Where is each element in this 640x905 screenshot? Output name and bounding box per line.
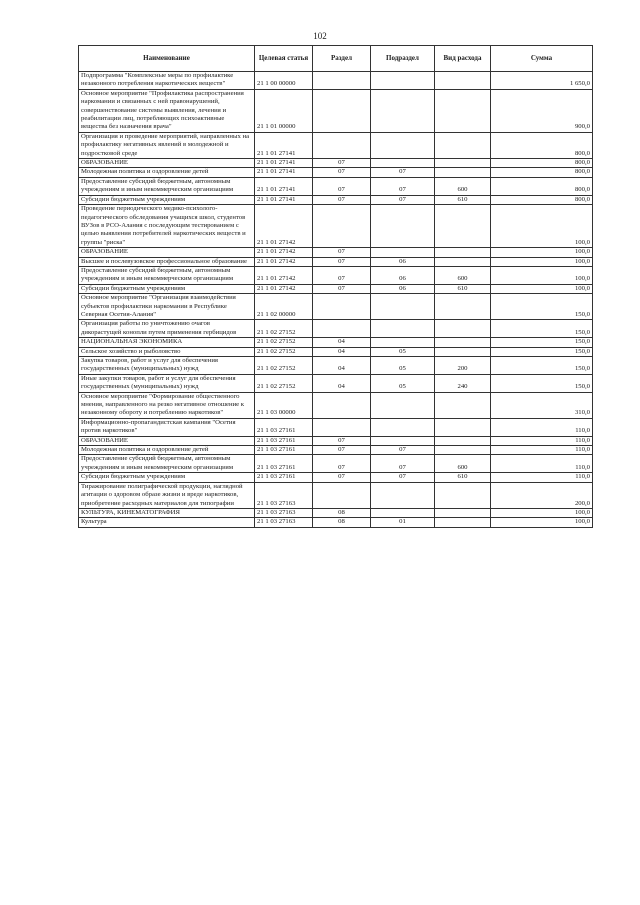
cell-target-code: 21 1 01 27142 xyxy=(255,205,313,248)
cell-subsection: 07 xyxy=(371,455,435,473)
table-row xyxy=(79,177,593,195)
table-row xyxy=(79,159,593,168)
cell-subsection xyxy=(371,89,435,132)
table-row xyxy=(79,508,593,517)
cell-section xyxy=(313,320,371,338)
cell-section xyxy=(313,205,371,248)
cell-target-code: 21 1 01 27141 xyxy=(255,195,313,204)
cell-name: Основное мероприятие "Организация взаимодействия субъектов профилактики наркомании в Республике Северная Осетия-Алания" xyxy=(79,294,255,320)
cell-target-code: 21 1 03 27161 xyxy=(255,473,313,482)
cell-name: Субсидии бюджетным учреждениям xyxy=(79,473,255,482)
cell-subsection: 07 xyxy=(371,195,435,204)
cell-section: 07 xyxy=(313,284,371,293)
header-section: Раздел xyxy=(313,46,371,72)
cell-subsection xyxy=(371,418,435,436)
table-row xyxy=(79,436,593,445)
cell-sum: 150,0 xyxy=(491,347,593,356)
cell-sum: 310,0 xyxy=(491,392,593,418)
cell-name: Высшее и послевузовское профессиональное образование xyxy=(79,257,255,266)
cell-section: 07 xyxy=(313,473,371,482)
table-row xyxy=(79,473,593,482)
cell-expense-type xyxy=(435,392,491,418)
page-number: 102 xyxy=(313,31,327,41)
cell-name: Предоставление субсидий бюджетным, автономным учреждениям и иным некоммерческим организациям xyxy=(79,177,255,195)
header-sum: Сумма xyxy=(491,46,593,72)
cell-name: ОБРАЗОВАНИЕ xyxy=(79,436,255,445)
cell-expense-type xyxy=(435,418,491,436)
header-name: Наименование xyxy=(79,46,255,72)
cell-section: 08 xyxy=(313,518,371,527)
cell-name: Молодежная политика и оздоровление детей xyxy=(79,168,255,177)
cell-subsection xyxy=(371,320,435,338)
table-row xyxy=(79,248,593,257)
cell-section: 07 xyxy=(313,248,371,257)
cell-section: 04 xyxy=(313,347,371,356)
cell-name: Закупка товаров, работ и услуг для обеспечения государственных (муниципальных) нужд xyxy=(79,357,255,375)
table-row xyxy=(79,257,593,266)
cell-subsection: 06 xyxy=(371,284,435,293)
cell-subsection xyxy=(371,159,435,168)
cell-sum: 110,0 xyxy=(491,455,593,473)
cell-name: Подпрограмма "Комплексные меры по профилактике незаконного потребления наркотических веществ" xyxy=(79,72,255,90)
table-row xyxy=(79,392,593,418)
cell-name: ОБРАЗОВАНИЕ xyxy=(79,159,255,168)
cell-sum: 800,0 xyxy=(491,168,593,177)
cell-expense-type xyxy=(435,347,491,356)
cell-subsection: 05 xyxy=(371,357,435,375)
cell-section: 07 xyxy=(313,177,371,195)
cell-subsection xyxy=(371,294,435,320)
cell-expense-type xyxy=(435,518,491,527)
cell-target-code: 21 1 01 27141 xyxy=(255,177,313,195)
cell-sum: 1 650,0 xyxy=(491,72,593,90)
cell-name: НАЦИОНАЛЬНАЯ ЭКОНОМИКА xyxy=(79,338,255,347)
cell-section: 07 xyxy=(313,455,371,473)
cell-subsection: 07 xyxy=(371,168,435,177)
cell-sum: 900,0 xyxy=(491,89,593,132)
cell-sum: 100,0 xyxy=(491,518,593,527)
cell-section xyxy=(313,418,371,436)
cell-sum: 800,0 xyxy=(491,195,593,204)
cell-name: Проведение периодического медико-психолого-педагогического обследования учащихся школ, студентов ВУЗов в РСО-Алания с последующим тестированием с целью выявления потребителей наркотических веществ и группы "риска" xyxy=(79,205,255,248)
table-row xyxy=(79,320,593,338)
cell-sum: 110,0 xyxy=(491,436,593,445)
table-row xyxy=(79,72,593,90)
cell-target-code: 21 1 03 27161 xyxy=(255,418,313,436)
cell-expense-type: 200 xyxy=(435,357,491,375)
cell-subsection: 07 xyxy=(371,446,435,455)
cell-target-code: 21 1 01 27142 xyxy=(255,266,313,284)
cell-name: Информационно-пропагандистская кампания "Осетия против наркотиков" xyxy=(79,418,255,436)
cell-sum: 110,0 xyxy=(491,446,593,455)
cell-expense-type xyxy=(435,482,491,508)
cell-sum: 800,0 xyxy=(491,159,593,168)
cell-expense-type: 600 xyxy=(435,455,491,473)
table-row xyxy=(79,338,593,347)
cell-target-code: 21 1 03 27161 xyxy=(255,436,313,445)
cell-section: 07 xyxy=(313,266,371,284)
cell-section xyxy=(313,72,371,90)
cell-expense-type xyxy=(435,89,491,132)
cell-sum: 150,0 xyxy=(491,294,593,320)
table-row xyxy=(79,195,593,204)
cell-name: Основное мероприятие "Формирование общественного мнения, направленного на резко негативное отношение к незаконному обороту и потреблению наркотиков" xyxy=(79,392,255,418)
cell-expense-type xyxy=(435,132,491,158)
table-row xyxy=(79,284,593,293)
cell-target-code: 21 1 02 27152 xyxy=(255,347,313,356)
cell-subsection: 06 xyxy=(371,257,435,266)
cell-expense-type xyxy=(435,168,491,177)
table-row xyxy=(79,168,593,177)
cell-target-code: 21 1 01 27142 xyxy=(255,257,313,266)
cell-section xyxy=(313,392,371,418)
cell-target-code: 21 1 01 27142 xyxy=(255,284,313,293)
cell-target-code: 21 1 02 27152 xyxy=(255,338,313,347)
cell-sum: 100,0 xyxy=(491,205,593,248)
table-row xyxy=(79,446,593,455)
cell-target-code: 21 1 01 27142 xyxy=(255,248,313,257)
header-code: Целевая статья xyxy=(255,46,313,72)
cell-sum: 150,0 xyxy=(491,357,593,375)
cell-target-code: 21 1 02 27152 xyxy=(255,320,313,338)
cell-sum: 800,0 xyxy=(491,132,593,158)
cell-subsection xyxy=(371,132,435,158)
cell-name: Основное мероприятие "Профилактика распространения наркомании и связанных с ней правонарушений, совершенствование системы выявления, лечения и реабилитации лиц, потребляющих психоактивные вещества без назначения врача" xyxy=(79,89,255,132)
cell-section xyxy=(313,294,371,320)
cell-subsection: 05 xyxy=(371,347,435,356)
table-row xyxy=(79,418,593,436)
cell-expense-type xyxy=(435,446,491,455)
cell-subsection: 05 xyxy=(371,374,435,392)
table-row xyxy=(79,347,593,356)
cell-expense-type: 240 xyxy=(435,374,491,392)
cell-expense-type xyxy=(435,72,491,90)
cell-name: Организация и проведение мероприятий, направленных на профилактику негативных явлений в молодежной и подростковой среде xyxy=(79,132,255,158)
cell-subsection: 07 xyxy=(371,177,435,195)
cell-name: Тиражирование полиграфической продукции, наглядной агитации о здоровом образе жизни и вреде наркотиков, приобретение расходных материалов для типографии xyxy=(79,482,255,508)
cell-target-code: 21 1 03 27163 xyxy=(255,508,313,517)
cell-subsection xyxy=(371,436,435,445)
cell-expense-type xyxy=(435,320,491,338)
cell-sum: 100,0 xyxy=(491,248,593,257)
cell-section: 04 xyxy=(313,357,371,375)
cell-target-code: 21 1 02 27152 xyxy=(255,374,313,392)
cell-sum: 100,0 xyxy=(491,257,593,266)
cell-subsection: 01 xyxy=(371,518,435,527)
cell-subsection xyxy=(371,482,435,508)
cell-target-code: 21 1 02 27152 xyxy=(255,357,313,375)
table-row xyxy=(79,205,593,248)
cell-section xyxy=(313,482,371,508)
table-row xyxy=(79,266,593,284)
cell-sum: 150,0 xyxy=(491,374,593,392)
cell-name: Иные закупки товаров, работ и услуг для обеспечения государственных (муниципальных) нужд xyxy=(79,374,255,392)
cell-target-code: 21 1 01 27141 xyxy=(255,159,313,168)
cell-section xyxy=(313,132,371,158)
table-row xyxy=(79,482,593,508)
budget-table xyxy=(78,45,593,528)
cell-expense-type xyxy=(435,205,491,248)
cell-subsection xyxy=(371,508,435,517)
cell-section: 07 xyxy=(313,168,371,177)
cell-target-code: 21 1 03 27163 xyxy=(255,518,313,527)
header-expense: Вид расхода xyxy=(435,46,491,72)
table-row xyxy=(79,455,593,473)
cell-expense-type: 610 xyxy=(435,195,491,204)
cell-target-code: 21 1 01 27141 xyxy=(255,168,313,177)
table-row xyxy=(79,357,593,375)
cell-expense-type: 610 xyxy=(435,284,491,293)
cell-sum: 200,0 xyxy=(491,482,593,508)
cell-subsection xyxy=(371,392,435,418)
cell-name: Сельское хозяйство и рыболовство xyxy=(79,347,255,356)
cell-sum: 110,0 xyxy=(491,418,593,436)
table-row xyxy=(79,132,593,158)
cell-target-code: 21 1 02 00000 xyxy=(255,294,313,320)
cell-section: 04 xyxy=(313,374,371,392)
cell-section: 07 xyxy=(313,446,371,455)
cell-target-code: 21 1 01 27141 xyxy=(255,132,313,158)
cell-expense-type xyxy=(435,248,491,257)
cell-name: ОБРАЗОВАНИЕ xyxy=(79,248,255,257)
cell-section: 08 xyxy=(313,508,371,517)
cell-subsection xyxy=(371,338,435,347)
cell-target-code: 21 1 03 27163 xyxy=(255,482,313,508)
cell-name: Субсидии бюджетным учреждениям xyxy=(79,284,255,293)
cell-target-code: 21 1 03 27161 xyxy=(255,455,313,473)
cell-section xyxy=(313,89,371,132)
cell-expense-type xyxy=(435,508,491,517)
cell-expense-type: 600 xyxy=(435,266,491,284)
cell-sum: 800,0 xyxy=(491,177,593,195)
cell-subsection: 07 xyxy=(371,473,435,482)
cell-target-code: 21 1 01 00000 xyxy=(255,89,313,132)
cell-sum: 100,0 xyxy=(491,508,593,517)
cell-name: Субсидии бюджетным учреждениям xyxy=(79,195,255,204)
cell-expense-type xyxy=(435,338,491,347)
cell-sum: 110,0 xyxy=(491,473,593,482)
table-header-row xyxy=(79,46,593,72)
table-row xyxy=(79,518,593,527)
cell-target-code: 21 1 03 27161 xyxy=(255,446,313,455)
cell-sum: 150,0 xyxy=(491,320,593,338)
cell-name: КУЛЬТУРА, КИНЕМАТОГРАФИЯ xyxy=(79,508,255,517)
cell-expense-type xyxy=(435,159,491,168)
cell-expense-type: 610 xyxy=(435,473,491,482)
cell-subsection xyxy=(371,72,435,90)
cell-expense-type xyxy=(435,294,491,320)
cell-name: Культура xyxy=(79,518,255,527)
cell-target-code: 21 1 03 00000 xyxy=(255,392,313,418)
table-row xyxy=(79,89,593,132)
cell-sum: 150,0 xyxy=(491,338,593,347)
cell-name: Молодежная политика и оздоровление детей xyxy=(79,446,255,455)
header-subsection: Подраздел xyxy=(371,46,435,72)
cell-section: 04 xyxy=(313,338,371,347)
cell-section: 07 xyxy=(313,159,371,168)
cell-expense-type xyxy=(435,436,491,445)
cell-expense-type: 600 xyxy=(435,177,491,195)
cell-section: 07 xyxy=(313,257,371,266)
table-row xyxy=(79,374,593,392)
cell-section: 07 xyxy=(313,436,371,445)
cell-sum: 100,0 xyxy=(491,266,593,284)
cell-subsection xyxy=(371,248,435,257)
cell-target-code: 21 1 00 00000 xyxy=(255,72,313,90)
cell-name: Предоставление субсидий бюджетным, автономным учреждениям и иным некоммерческим организациям xyxy=(79,455,255,473)
cell-subsection xyxy=(371,205,435,248)
cell-expense-type xyxy=(435,257,491,266)
table-row xyxy=(79,294,593,320)
cell-section: 07 xyxy=(313,195,371,204)
cell-name: Организация работы по уничтожению очагов дикорастущей конопли путем применения гербицидов xyxy=(79,320,255,338)
cell-name: Предоставление субсидий бюджетным, автономным учреждениям и иным некоммерческим организациям xyxy=(79,266,255,284)
cell-subsection: 06 xyxy=(371,266,435,284)
cell-sum: 100,0 xyxy=(491,284,593,293)
table-body xyxy=(79,72,593,528)
